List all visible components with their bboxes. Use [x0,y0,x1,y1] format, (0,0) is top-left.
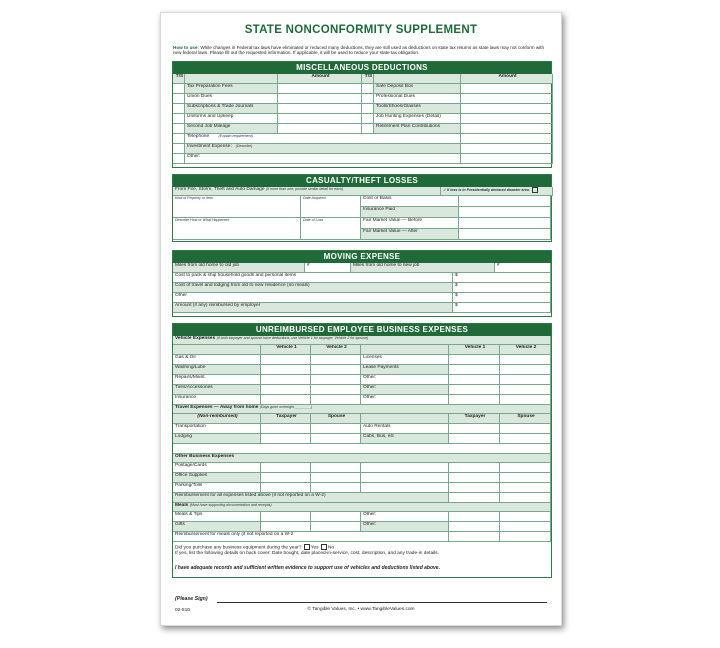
no-label: No [327,545,335,551]
vehicle-expenses-row [173,336,551,345]
taxpayer-field[interactable] [261,434,311,444]
amount-field[interactable] [461,104,553,114]
travel-expenses-note: (Days gone overnight ________) [259,405,313,409]
taxpayer-header: Taxpayer [449,414,500,424]
amount-field[interactable] [278,94,362,104]
vehicle-1-field[interactable] [261,355,311,365]
moving-amount-field[interactable] [453,293,551,303]
deduction-label: Uniforms and Upkeep [185,114,278,124]
spouse-header: Spouse [311,414,361,424]
amount-field[interactable] [278,84,362,94]
vehicle-2-field[interactable] [311,395,361,405]
ube-section [172,323,552,578]
vehicle-1-field[interactable] [449,365,500,375]
spouse-header: Spouse [500,414,551,424]
spouse-field[interactable] [500,463,551,473]
spouse-field[interactable] [311,463,361,473]
date-of-loss-label: Date of Loss [303,218,324,222]
how-to-use-text [173,45,551,56]
miles-old-job-label: Miles from old home to old job [173,263,305,273]
moving-amount-field[interactable] [453,303,551,313]
fmv-before-field[interactable] [459,218,551,229]
deduction-label: Safe Deposit Box [374,84,461,94]
vehicle-1-header: Vehicle 1 [261,345,311,355]
taxpayer-field[interactable] [261,473,311,483]
equipment-note: If yes, list the following details on back cover: Date bought, date placed-in-service, cost, description, and any trade-in details. [175,551,439,557]
vehicle-1-field[interactable] [449,395,500,405]
fmv-after-label: Fair Market Value — After [361,229,459,240]
vehicle-expense-label: Licenses [361,355,449,365]
vehicle-expense-label: Lease Payments [361,365,449,375]
meals-expense-label: Meals & Tips [173,512,261,522]
amount-field[interactable] [278,124,362,134]
from-fire-row [173,187,441,196]
ts-field[interactable] [362,84,374,94]
ts-field[interactable] [173,144,185,154]
spouse-field[interactable] [500,532,551,542]
fmv-after-field[interactable] [459,229,551,240]
spouse-field[interactable] [311,512,361,522]
taxpayer-field[interactable] [449,434,500,444]
taxpayer-field[interactable] [449,512,500,522]
ts-field[interactable] [173,84,185,94]
deduction-label: Professional Dues [374,94,461,104]
amount-field[interactable] [461,134,553,144]
ts-field[interactable] [173,154,185,164]
moving-row-label: Cost to pack & ship household goods and personal items [173,273,453,283]
moving-expense-heading: MOVING EXPENSE [173,251,551,263]
other-label: Other: [185,154,461,164]
spouse-field[interactable] [311,483,361,493]
vehicle-2-field[interactable] [500,385,551,395]
taxpayer-field[interactable] [261,483,311,493]
how-to-use-body: While changes in Federal tax laws have eliminated or reduced many deductions, they are still used as deductions on state tax returns as state laws may not conform with new federal laws. Please fill out the requested information. If applicable, it will be used to reduce your state tax obligation. [173,45,544,56]
telephone-label: Telephone [187,134,210,139]
meals-expense-label: Gifts [173,522,261,532]
date-acquired-label: Date Acquired [303,196,326,200]
moving-row-label: Amount (if any) reimbursed by employer [173,303,453,313]
disaster-checkbox[interactable] [532,187,538,193]
travel-expenses-label: Travel Expenses — Away from home [175,405,259,410]
other-expense-label: Postage/Cards [173,463,261,473]
vehicle-expense-label: Washing/Lube [173,365,261,375]
meals-note: (Must have supporting documentation and receipts) [189,503,272,507]
vehicle-1-header: Vehicle 1 [449,345,500,355]
vehicle-2-field[interactable] [311,355,361,365]
vehicle-2-field[interactable] [311,365,361,375]
taxpayer-field[interactable] [261,424,311,434]
amount-field[interactable] [461,154,553,164]
deduction-label: Tools/Shoes/Glasses [374,104,461,114]
spouse-field[interactable] [500,493,551,503]
fmv-before-label: Fair Market Value — Before [361,218,459,229]
vehicle-1-field[interactable] [449,375,500,385]
ts-field[interactable] [173,124,185,134]
dollar-sign: $ [455,273,458,278]
miles-new-job-field[interactable] [495,263,551,273]
spouse-field[interactable] [500,483,551,493]
taxpayer-field[interactable] [449,493,500,503]
vehicle-expense-label: Other: [361,385,449,395]
number-sign: # [497,263,500,268]
records-statement: I have adequate records and sufficient written evidence to support use of vehicles and deductions listed above. [175,565,440,571]
non-reimbursed-header: (Non-reimbursed) [173,414,261,424]
casualty-section [172,174,552,242]
amount-header: Amount [278,74,362,84]
moving-row-label: Other [173,293,453,303]
telephone-note: (Explain requirement) [218,134,253,138]
moving-amount-field[interactable] [453,283,551,293]
dollar-sign: $ [455,293,458,298]
vehicle-2-field[interactable] [311,385,361,395]
vehicle-expense-label: Other: [361,375,449,385]
taxpayer-field[interactable] [449,522,500,532]
date-of-loss-field[interactable] [301,218,361,240]
ts-field[interactable] [362,104,374,114]
meals-expense-label: Other: [361,522,449,532]
vehicle-expense-label: Repairs/Maint. [173,375,261,385]
cost-basis-field[interactable] [459,196,551,207]
telephone-row [185,134,461,144]
vehicle-2-header: Vehicle 2 [500,345,551,355]
deduction-label: Subscriptions & Trade Journals [185,104,278,114]
form-code: 02-510 [175,608,190,613]
vehicle-1-field[interactable] [449,385,500,395]
ts-field[interactable] [173,104,185,114]
taxpayer-field[interactable] [449,532,500,542]
kind-of-property-label: Kind of Property or Item [175,196,213,200]
taxpayer-header: Taxpayer [261,414,311,424]
number-sign: # [307,263,310,268]
ts-field[interactable] [362,94,374,104]
ts-field[interactable] [173,134,185,144]
from-fire-note: (If more than one, provide similar detail for each) [265,187,344,191]
other-business-expenses-label: Other Business Expenses [173,454,551,463]
travel-expense-label: Transportation [173,424,261,434]
miles-old-job-field[interactable] [305,263,351,273]
amount-header: Amount [461,74,553,84]
deduction-label: Tax Preparation Fees [185,84,278,94]
taxpayer-field[interactable] [449,473,500,483]
spouse-field[interactable] [311,434,361,444]
vehicle-expense-label: Gas & Oil [173,355,261,365]
date-acquired-field[interactable] [301,196,361,218]
meals-label: Meals [175,503,189,508]
equipment-question [173,542,551,551]
ts-field[interactable] [173,94,185,104]
vehicle-1-field[interactable] [261,385,311,395]
vehicle-1-field[interactable] [261,395,311,405]
vehicle-2-field[interactable] [311,375,361,385]
copyright-footer: © Tangible Values, Inc. • www.TangibleValues.com [307,607,415,612]
please-sign-label: (Please Sign) [175,596,208,602]
amount-field[interactable] [278,114,362,124]
vehicle-expenses-label: Vehicle Expenses [175,336,216,341]
travel-expense-label: Cabs, Bus, etc [361,434,449,444]
travel-expense-label: Lodging [173,434,261,444]
taxpayer-field[interactable] [449,424,500,434]
dollar-sign: $ [455,303,458,308]
vehicle-1-field[interactable] [261,365,311,375]
ts-header: T/S [173,74,185,84]
misc-deductions-heading: MISCELLANEOUS DEDUCTIONS [173,62,551,74]
vehicle-2-field[interactable] [500,355,551,365]
ts-field[interactable] [173,114,185,124]
amount-field[interactable] [278,104,362,114]
vehicle-2-field[interactable] [500,375,551,385]
vehicle-1-field[interactable] [261,375,311,385]
equipment-question-label: Did you purchase any business equipment during the year? [175,545,302,551]
ts-field[interactable] [362,124,374,134]
form-title: STATE NONCONFORMITY SUPPLEMENT [244,24,478,36]
ts-field[interactable] [362,114,374,124]
amount-field[interactable] [461,94,553,104]
investment-note: (Describe) [235,144,253,148]
amount-field[interactable] [461,144,553,154]
casualty-heading: CASUALTY/THEFT LOSSES [173,175,551,187]
cost-basis-label: Cost or Basis [361,196,459,207]
form-sheet [160,12,562,626]
spouse-field[interactable] [500,473,551,483]
reimbursement-all-label: Reimbursement for all expenses listed above (if not reported on a W-2) [173,493,449,503]
kind-of-property-field[interactable] [173,196,301,218]
meals-expense-label: Other: [361,512,449,522]
spouse-field[interactable] [311,522,361,532]
miles-new-job-label: Miles from old home to new job [351,263,495,273]
yes-label: Yes [310,545,319,551]
amount-field[interactable] [461,84,553,94]
reimbursement-meals-label: Reimbursement for meals only (if not reported on a W-2 [173,532,449,542]
dollar-sign: $ [455,283,458,288]
disaster-area-row [441,187,553,196]
investment-row [185,144,461,154]
vehicle-2-header: Vehicle 2 [311,345,361,355]
from-fire-label: From Fire, Storm, Theft and Auto Damage [175,187,265,192]
vehicle-1-field[interactable] [449,355,500,365]
no-checkbox[interactable] [321,544,327,550]
deduction-label: Retirement Plan Contributions [374,124,461,134]
vehicle-2-field[interactable] [500,365,551,375]
yes-checkbox[interactable] [304,544,310,550]
moving-expense-section [172,250,552,317]
misc-deductions-section [172,61,552,168]
spouse-field[interactable] [311,473,361,483]
taxpayer-field[interactable] [449,463,500,473]
taxpayer-field[interactable] [261,522,311,532]
spouse-field[interactable] [500,522,551,532]
vehicle-expense-label: Tires/Accessories [173,385,261,395]
amount-field[interactable] [461,114,553,124]
vehicle-expenses-note: (If both taxpayer and spouse have deductions, use Vehicle 1 for taxpayer, Vehicle 2 for spouse) [216,336,369,340]
vehicle-2-field[interactable] [500,395,551,405]
moving-amount-field[interactable] [453,273,551,283]
taxpayer-field[interactable] [261,512,311,522]
insurance-paid-label: Insurance Paid [361,207,459,218]
vehicle-expense-label: Other: [361,395,449,405]
other-expense-label: Office Supplies [173,473,261,483]
travel-expense-label: Auto Rentals [361,424,449,434]
deduction-label: Union Dues [185,94,278,104]
spouse-field[interactable] [500,434,551,444]
disaster-area-label: ✓ If loss is in Presidentially declared disaster area. [443,187,530,192]
how-to-use-label: How to use: [173,45,200,50]
deduction-label: Job Hunting Expenses (Detail) [374,114,461,124]
investment-label: Investment Expense: [187,144,232,149]
ts-header: T/S [362,74,374,84]
moving-row-label: Cost of travel and lodging from old to new residence (no meals) [173,283,453,293]
ube-heading: UNREIMBURSED EMPLOYEE BUSINESS EXPENSES [173,324,551,336]
describe-label: Describe How or What Happened: [175,218,230,222]
spouse-field[interactable] [311,424,361,434]
vehicle-expense-label: Insurance [173,395,261,405]
other-expense-label: Parking/Tolls [173,483,261,493]
deduction-label: Second Job Mileage [185,124,278,134]
travel-expenses-row [173,405,551,414]
taxpayer-field[interactable] [449,483,500,493]
amount-field[interactable] [461,124,553,134]
meals-row [173,503,551,512]
spouse-field[interactable] [500,512,551,522]
describe-field[interactable] [173,218,301,240]
spouse-field[interactable] [500,424,551,434]
signature-line[interactable] [217,602,547,603]
taxpayer-field[interactable] [261,463,311,473]
insurance-paid-field[interactable] [459,207,551,218]
